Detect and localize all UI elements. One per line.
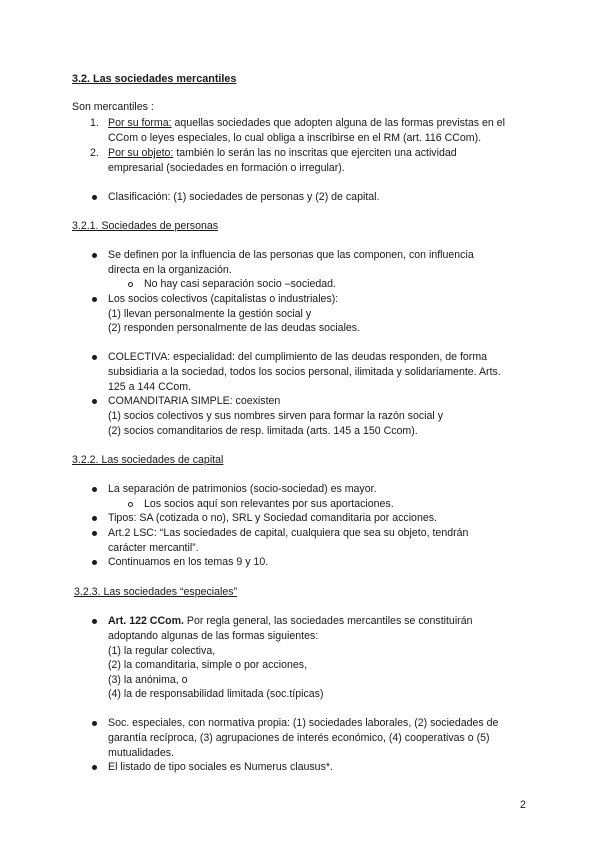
bullet-text: 125 a 144 CCom. [108,381,192,393]
bullet-text: subsidiaria a la sociedad, todos los socios personal, ilimitada y solidariamente. Arts. [108,366,501,378]
bullet-text [108,614,473,629]
bullet-icon [92,253,97,258]
bullet-text-rest: Por regla general, las sociedades mercantiles se constituirán [183,615,473,627]
list-label: Por su objeto: [108,147,174,159]
list-item [108,146,457,161]
bullet-text: adoptando algunas de las formas siguientes: [108,630,319,642]
bullet-text: (1) la regular colectiva, [108,645,216,657]
circle-bullet-icon [128,282,133,287]
bullet-text: Soc. especiales, con normativa propia: (1) sociedades laborales, (2) sociedades de [108,717,499,729]
bullet-text: (2) responden personalmente de las deudas sociales. [108,322,361,334]
bullet-icon [92,765,97,770]
subsection-title: 3.2.3. Las sociedades “especiales” [74,586,238,598]
bullet-text: (2) la comanditaria, simple o por acciones, [108,659,308,671]
bullet-icon [92,195,97,200]
bullet-icon [92,560,97,565]
subsection-title: 3.2.2. Las sociedades de capital [72,454,224,466]
bullet-icon [92,516,97,521]
bullet-icon [92,487,97,492]
sub-bullet-text: No hay casi separación socio –sociedad. [144,278,336,290]
bullet-text: Continuamos en los temas 9 y 10. [108,556,269,568]
bullet-icon [92,399,97,404]
bold-reference: Art. 122 CCom. [108,615,184,627]
bullet-text: mutualidades. [108,747,174,759]
bullet-icon [92,619,97,624]
list-text: empresarial (sociedades en formación o irregular). [108,162,345,174]
bullet-icon [92,721,97,726]
list-item [108,116,505,131]
bullet-text: (1) llevan personalmente la gestión social y [108,308,312,320]
bullet-text: (3) la anónima, o [108,674,188,686]
bullet-text: Se definen por la influencia de las personas que las componen, con influencia [108,249,474,261]
sub-bullet-text: Los socios aquí son relevantes por sus aportaciones. [144,498,394,510]
list-number: 1. [90,117,99,129]
classification-text: Clasificación: (1) sociedades de personas y (2) de capital. [108,191,380,203]
bullet-text: directa en la organización. [108,264,232,276]
bullet-text: garantía recíproca, (3) agrupaciones de interés económico, (4) cooperativas o (5) [108,732,490,744]
bullet-text: El listado de tipo sociales es Numerus clausus*. [108,761,333,773]
bullet-text: La separación de patrimonios (socio-sociedad) es mayor. [108,483,377,495]
bullet-text: carácter mercantil”. [108,542,199,554]
list-label: Por su forma: [108,117,172,129]
bullet-text: Art.2 LSC: “Las sociedades de capital, cualquiera que sea su objeto, tendrán [108,527,469,539]
bullet-text: Los socios colectivos (capitalistas o industriales): [108,293,339,305]
bullet-text: COLECTIVA: especialidad: del cumplimiento de las deudas responden, de forma [108,351,488,363]
intro-text: Son mercantiles : [72,101,154,113]
bullet-text: Tipos: SA (cotizada o no), SRL y Sociedad comanditaria por acciones. [108,512,437,524]
section-title: 3.2. Las sociedades mercantiles [72,73,237,85]
bullet-icon [92,355,97,360]
circle-bullet-icon [128,502,133,507]
subsection-title: 3.2.1. Sociedades de personas [72,220,219,232]
bullet-text: (1) socios colectivos y sus nombres sirven para formar la razón social y [108,410,444,422]
bullet-icon [92,531,97,536]
list-text: también lo serán las no inscritas que ejerciten una actividad [173,147,457,159]
list-text: CCom o leyes especiales, lo cual obliga a inscribirse en el RM (art. 116 CCom). [108,132,482,144]
list-text: aquellas sociedades que adopten alguna de las formas previstas en el [171,117,505,129]
bullet-text: (2) socios comanditarios de resp. limitada (arts. 145 a 150 Ccom). [108,425,418,437]
bullet-text: (4) la de responsabilidad limitada (soc.típicas) [108,688,324,700]
page-number: 2 [520,799,526,811]
bullet-text: COMANDITARIA SIMPLE: coexisten [108,395,281,407]
list-number: 2. [90,147,99,159]
bullet-icon [92,297,97,302]
